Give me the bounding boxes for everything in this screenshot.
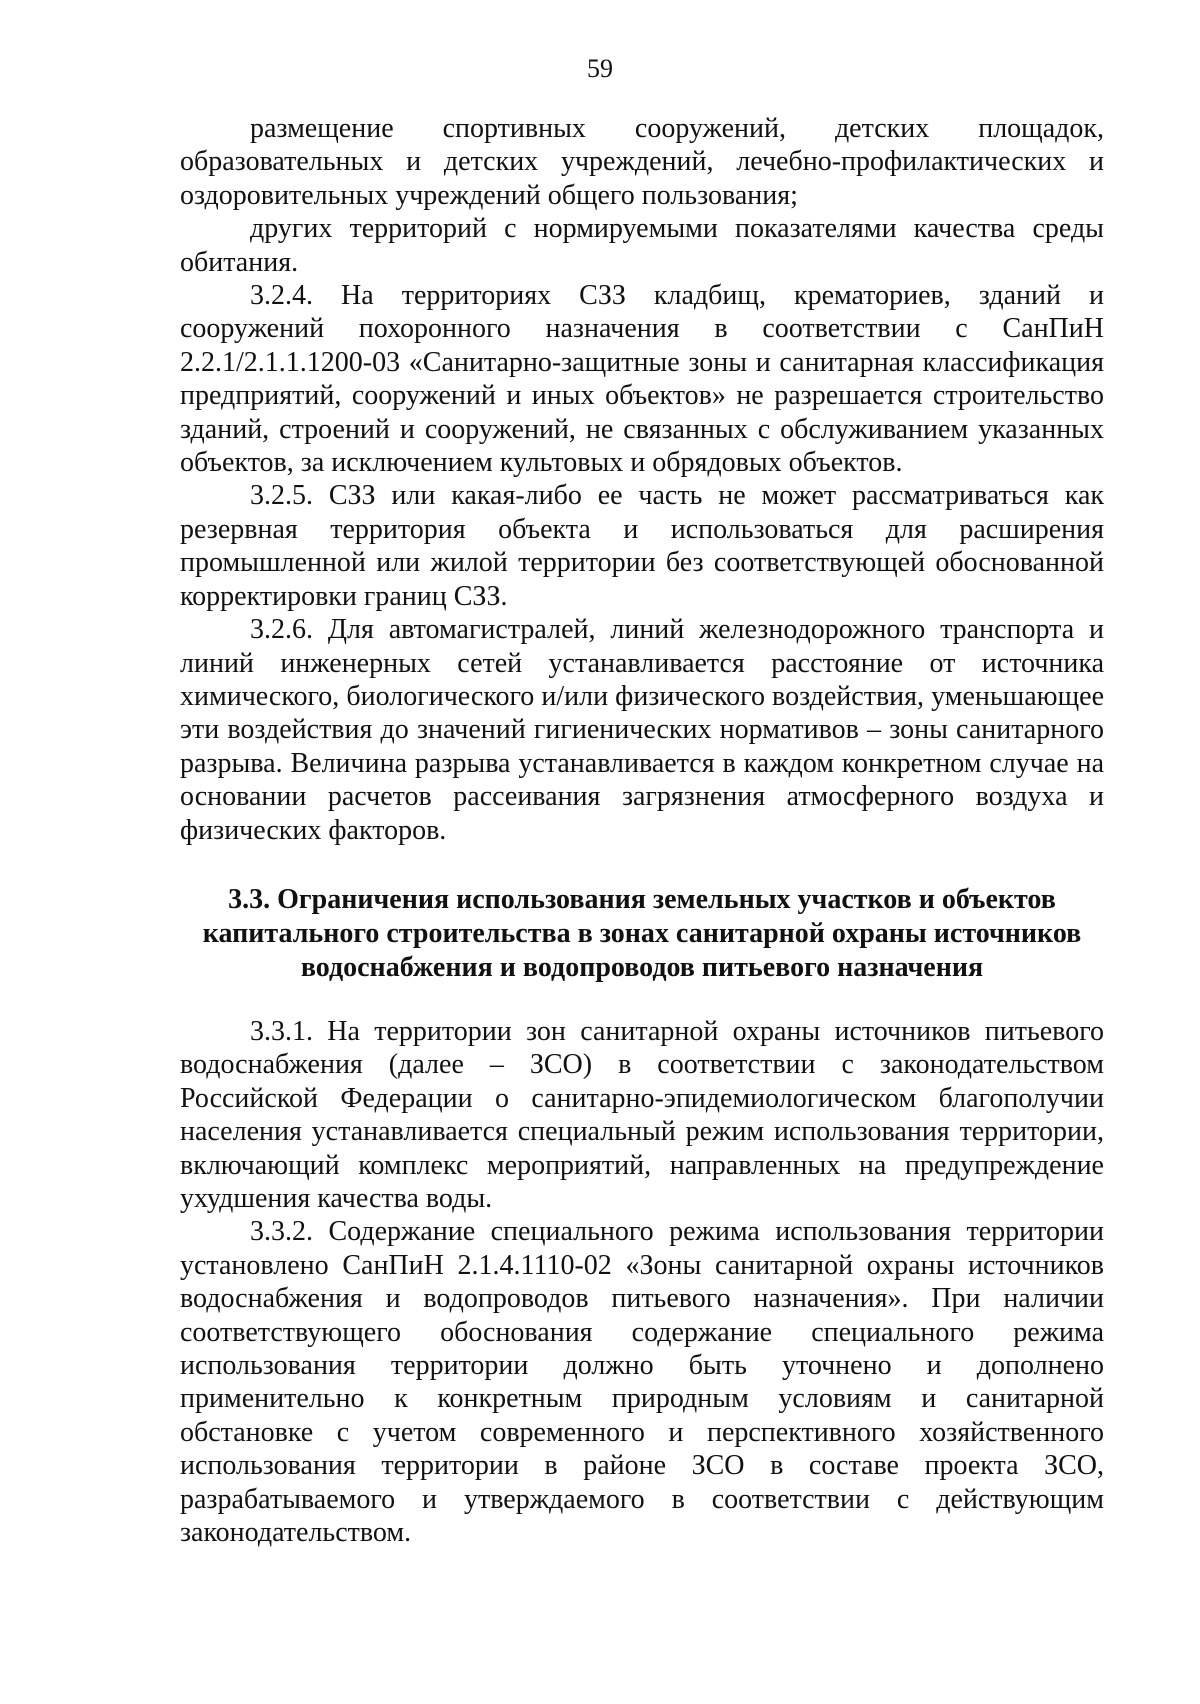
section-heading-line: капитального строительства в зонах санитарной охраны источников [202,917,1082,949]
section-heading-line: водоснабжения и водопроводов питьевого назначения [300,951,984,983]
paragraph-placement-list-end: размещение спортивных сооружений, детских площадок, образовательных и детских учреждений, лечебно-профилактических и оздоровительных учреждений общего пользования; [180,113,1104,211]
paragraph-3-2-5: 3.2.5. СЗЗ или какая-либо ее часть не может рассматриваться как резервная территория объекта и использоваться для расширения промышленной или жилой территории без соответствующей обоснованной корректировки границ СЗЗ. [180,480,1104,612]
document-body [180,112,1104,1549]
paragraph-3-3-2: 3.3.2. Содержание специального режима использования территории установлено СанПиН 2.1.4.1110-02 «Зоны санитарной охраны источников водоснабжения и водопроводов питьевого назначения». При наличии соответствующего обоснования содержание специального режима использования территории должно быть уточнено и дополнено применительно к конкретным природным условиям и санитарной обстановке с учетом современного и перспективного хозяйственного использования территории в районе ЗСО в составе проекта ЗСО, разрабатываемого и утверждаемого в соответствии с действующим законодательством. [180,1216,1104,1549]
paragraph-3-2-6: 3.2.6. Для автомагистралей, линий железнодорожного транспорта и линий инженерных сетей устанавливается расстояние от источника химического, биологического и/или физического воздействия, уменьшающее эти воздействия до значений гигиенических нормативов – зоны санитарного разрыва. Величина разрыва устанавливается в каждом конкретном случае на основании расчетов рассеивания загрязнения атмосферного воздуха и физических факторов. [180,614,1104,846]
page-number: 59 [587,54,613,83]
paragraph-other-territories: других территорий с нормируемыми показателями качества среды обитания. [180,213,1104,278]
paragraph-3-3-1: 3.3.1. На территории зон санитарной охраны источников питьевого водоснабжения (далее – ЗСО) в соответствии с законодательством Российской Федерации о санитарно-эпидемиологическом благополучии населения устанавливается специальный режим использования территории, включающий комплекс мероприятий, направленных на предупреждение ухудшения качества воды. [180,1015,1104,1214]
section-heading-line: 3.3. Ограничения использования земельных участков и объектов [228,883,1056,915]
paragraph-3-2-4: 3.2.4. На территориях СЗЗ кладбищ, крематориев, зданий и сооружений похоронного назначения в соответствии с СанПиН 2.2.1/2.1.1.1200-03 «Санитарно-защитные зоны и санитарная классификация предприятий, сооружений и иных объектов» не разрешается строительство зданий, строений и сооружений, не связанных с обслуживанием указанных объектов, за исключением культовых и обрядовых объектов. [180,280,1104,479]
section-heading-3-3 [180,883,1104,985]
